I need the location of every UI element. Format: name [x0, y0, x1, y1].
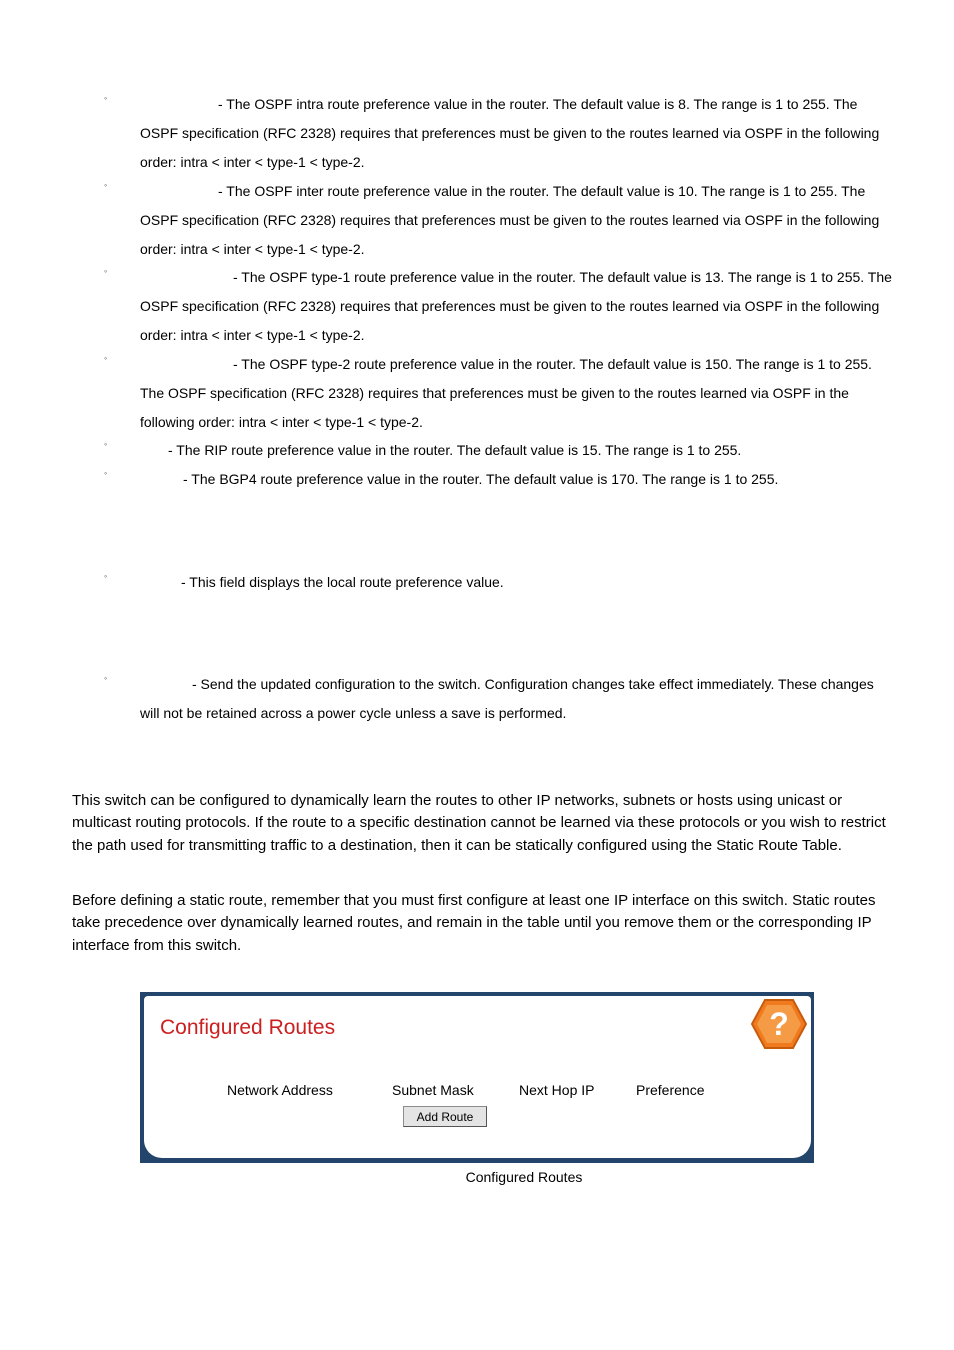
bullet-text: - Send the updated configuration to the switch. Configuration changes take effect immediately. These changes will not be retained across a power cycle unless a save is performed. [140, 676, 874, 721]
configured-routes-panel [140, 992, 814, 1163]
bullet-marker-icon: ◦ [104, 180, 108, 190]
bullet-marker-icon: ◦ [104, 439, 108, 449]
body-paragraph: This switch can be configured to dynamically learn the routes to other IP networks, subnets or hosts using unicast or multicast routing protocols. If the route to a specific destination cannot be learned via these protocols or you wish to restrict the path used for transmitting traffic to a destination, then it can be statically configured using the Static Route Table. [72, 792, 886, 854]
body-paragraph: Before defining a static route, remember that you must first configure at least one IP interface on this switch. Static routes take precedence over dynamically learned routes, and remain in the table until you remove them or the corresponding IP interface from this switch. [72, 892, 876, 954]
bullet-marker-icon: ◦ [104, 468, 108, 478]
bullet-marker-icon: ◦ [104, 353, 108, 363]
bullet-marker-icon: ◦ [104, 93, 108, 103]
bullet-marker-icon: ◦ [104, 673, 108, 683]
bullet-text: - This field displays the local route preference value. [181, 574, 504, 590]
add-route-button[interactable]: Add Route [403, 1106, 487, 1127]
column-header-preference: Preference [636, 1082, 705, 1098]
panel-title: Configured Routes [160, 1016, 336, 1039]
bullet-text: - The RIP route preference value in the router. The default value is 15. The range is 1 to 255. [168, 442, 742, 458]
bullet-text: - The OSPF intra route preference value in the router. The default value is 8. The range is 1 to 255. The OSPF specification (RFC 2328) requires that preferences must be given to the routes learned via OSPF in the following order: intra < inter < type-1 < type-2. [140, 96, 880, 170]
bullet-text: - The OSPF inter route preference value in the router. The default value is 10. The range is 1 to 255. The OSPF specification (RFC 2328) requires that preferences must be given to the routes learned via OSPF in the following order: intra < inter < type-1 < type-2. [140, 183, 880, 257]
column-header-subnet-mask: Subnet Mask [392, 1082, 474, 1098]
question-mark-icon[interactable] [751, 998, 807, 1050]
figure-caption: Configured Routes [465, 1169, 583, 1185]
bullet-text: - The OSPF type-2 route preference value in the router. The default value is 150. The range is 1 to 255. The OSPF specification (RFC 2328) requires that preferences must be given to the routes learned via OSPF in the following order: intra < inter < type-1 < type-2. [140, 356, 872, 430]
bullet-text: - The OSPF type-1 route preference value in the router. The default value is 13. The range is 1 to 255. The OSPF specification (RFC 2328) requires that preferences must be given to the routes learned via OSPF in the following order: intra < inter < type-1 < type-2. [140, 269, 892, 343]
bullet-marker-icon: ◦ [104, 266, 108, 276]
panel-content [144, 996, 811, 1158]
bullet-text: - The BGP4 route preference value in the router. The default value is 170. The range is 1 to 255. [183, 471, 779, 487]
column-header-network-address: Network Address [227, 1082, 333, 1098]
column-header-next-hop-ip: Next Hop IP [519, 1082, 595, 1098]
svg-text:?: ? [769, 1006, 789, 1042]
bullet-marker-icon: ◦ [104, 571, 108, 581]
